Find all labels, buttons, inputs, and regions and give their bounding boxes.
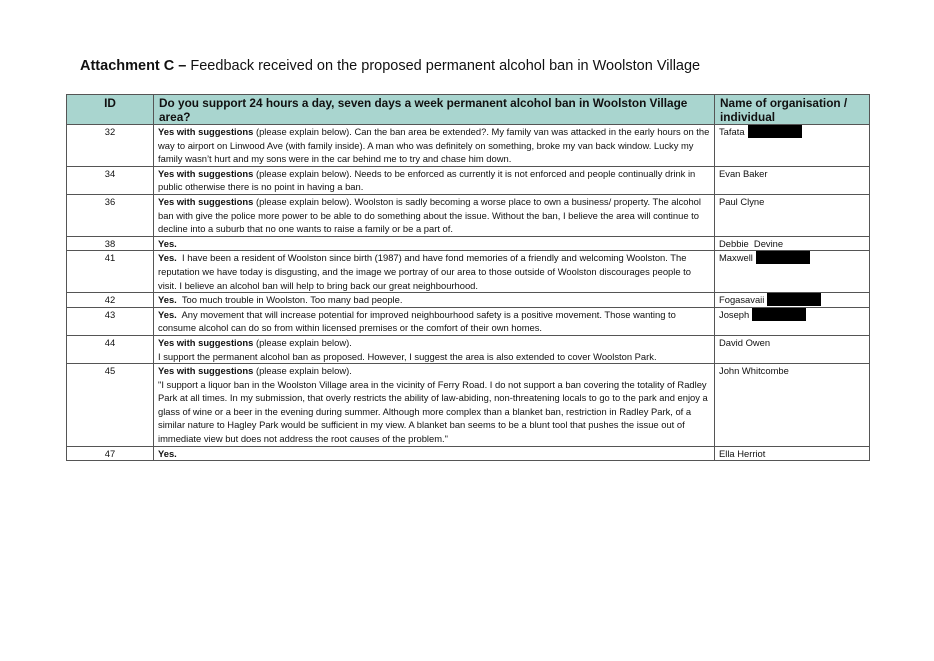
table-row	[67, 194, 870, 236]
response-answer: Yes.	[158, 252, 177, 264]
row-name	[715, 166, 870, 194]
row-response	[154, 307, 715, 335]
row-name	[715, 293, 870, 308]
submitter-name: Fogasavaii	[719, 294, 765, 306]
submitter-name: Joseph	[719, 308, 750, 320]
redaction-block	[756, 251, 810, 264]
table-row	[67, 307, 870, 335]
submitter-name: Ella Herriot	[719, 447, 766, 459]
row-response	[154, 364, 715, 447]
row-id: 44	[67, 335, 154, 363]
row-id: 43	[67, 307, 154, 335]
response-answer: Yes.	[158, 308, 177, 320]
row-id: 45	[67, 364, 154, 447]
row-name	[715, 335, 870, 363]
row-name	[715, 236, 870, 251]
submitter-name: Tafata	[719, 126, 745, 137]
row-id: 38	[67, 236, 154, 251]
row-id: 34	[67, 166, 154, 194]
submitter-name: Evan Baker	[719, 167, 768, 179]
row-id: 41	[67, 251, 154, 293]
row-id: 32	[67, 125, 154, 167]
response-comment: (please explain below). Needs to be enforced as currently it is not enforced and people continually drink in public otherwise there is no point in having a ban.	[158, 167, 698, 193]
title-prefix: Attachment C –	[80, 58, 187, 74]
row-name	[715, 125, 870, 167]
row-id: 47	[67, 446, 154, 461]
response-answer: Yes.	[158, 237, 177, 249]
response-comment: (please explain below). I support the permanent alcohol ban as proposed. However, I suggest the area is also extended to cover Woolston Park.	[158, 336, 657, 362]
table-row	[67, 251, 870, 293]
response-comment: (please explain below). Can the ban area be extended?. My family van was attacked in the early hours on the way to airport on Linwood Ave (with family inside). A man who was definitely on something, broke my van back window. Lucky my family wasn’t hurt and my sons were in the car behind me to try and chase him down.	[158, 126, 712, 165]
row-response	[154, 251, 715, 293]
title-text: Feedback received on the proposed permanent alcohol ban in Woolston Village	[186, 58, 701, 74]
row-id: 36	[67, 194, 154, 236]
table-row	[67, 446, 870, 461]
response-comment: Too much trouble in Woolston. Too many bad people.	[176, 294, 403, 306]
table-row	[67, 166, 870, 194]
page-title	[80, 58, 700, 74]
row-response	[154, 446, 715, 461]
response-answer: Yes.	[158, 447, 177, 459]
submitter-name: John Whitcombe	[719, 365, 789, 377]
header-id: ID	[67, 95, 154, 125]
response-answer: Yes with suggestions	[158, 365, 254, 377]
row-response	[154, 293, 715, 308]
row-name	[715, 446, 870, 461]
row-name	[715, 194, 870, 236]
response-comment: Any movement that will increase potential for improved neighbourhood safety is a positive movement. Those wanting to consume alcohol can do so from within licensed premises or the comfort of their own homes.	[158, 308, 679, 334]
table-header-row	[67, 95, 870, 125]
response-comment: I have been a resident of Woolston since birth (1987) and have fond memories of a friendly and welcoming Woolston. The reputation we have today is disgusting, and the image we portray of our area to those outside of Woolston discourages people to visit. I believe an alcohol ban will help to bring back our great neighbourhood.	[158, 252, 694, 291]
row-name	[715, 307, 870, 335]
row-name	[715, 251, 870, 293]
response-answer: Yes.	[158, 294, 177, 306]
response-answer: Yes with suggestions	[158, 126, 254, 137]
submitter-name: David Owen	[719, 336, 771, 348]
table-row	[67, 364, 870, 447]
redaction-block	[767, 293, 821, 306]
header-name: Name of organisation / individual	[715, 95, 870, 125]
redaction-block	[752, 308, 806, 321]
response-answer: Yes with suggestions	[158, 195, 254, 207]
submitter-name: Debbie Devine	[719, 237, 784, 249]
response-comment: (please explain below). Woolston is sadly becoming a worse place to own a business/ property. The alcohol ban with give the police more power to be able to do something about the issue. Without the ban, I believe the area will continue to decline into a suburb that no one wants to raise a family or be a part of.	[158, 195, 704, 235]
feedback-table	[66, 94, 870, 461]
table-row	[67, 125, 870, 167]
row-response	[154, 166, 715, 194]
header-question: Do you support 24 hours a day, seven days a week permanent alcohol ban in Woolston Village area?	[154, 95, 715, 125]
response-comment: (please explain below). "I support a liquor ban in the Woolston Village area in the vicinity of Ferry Road. I do not support a ban covering the totality of Radley Park at all times. In my submission, that overly restricts the ability of law-abiding, non-threatening locals to go to the park and enjoy a glass of wine or a beer in the evening during summer. Although more complex than a blanket ban, restriction in Radley Park, of a similar nature to Hagley Park would be sufficient in my view. A blanket ban seems to be a blunt tool that pushes the issue out of immediate view but does not address the root causes of the problem."	[158, 365, 708, 445]
row-id: 42	[67, 293, 154, 308]
table-row	[67, 293, 870, 308]
row-response	[154, 236, 715, 251]
response-answer: Yes with suggestions	[158, 336, 254, 348]
redaction-block	[748, 125, 802, 138]
row-response	[154, 125, 715, 167]
table-row	[67, 335, 870, 363]
submitter-name: Maxwell	[719, 252, 753, 264]
row-name	[715, 364, 870, 447]
table-row	[67, 236, 870, 251]
table-body	[67, 125, 870, 461]
submitter-name: Paul Clyne	[719, 195, 765, 207]
row-response	[154, 194, 715, 236]
response-answer: Yes with suggestions	[158, 167, 254, 179]
row-response	[154, 335, 715, 363]
